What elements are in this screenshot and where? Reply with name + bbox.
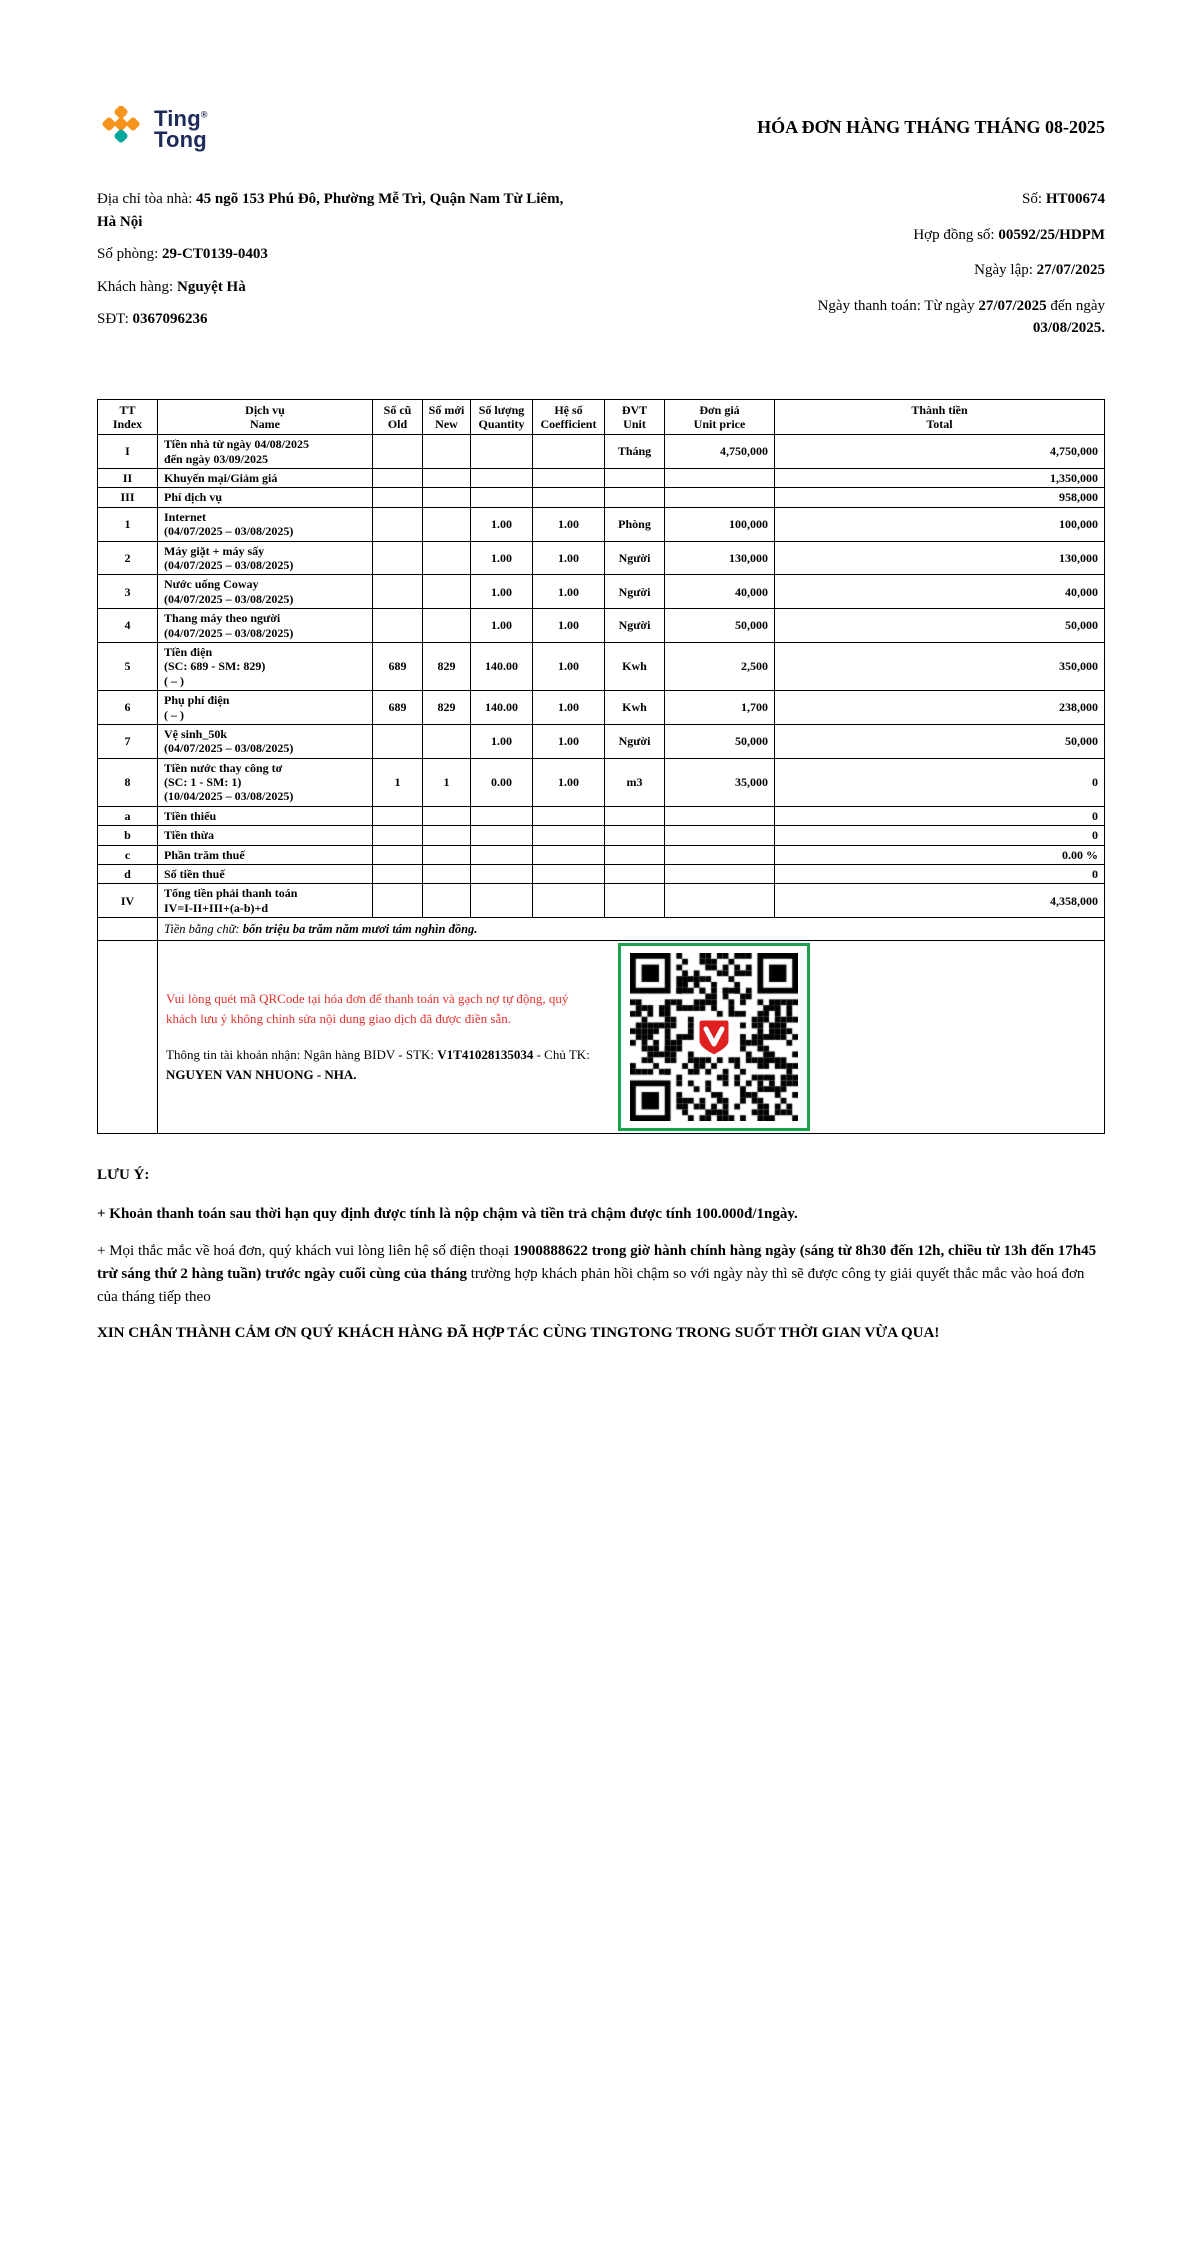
cell-unit: Kwh [605, 642, 665, 690]
phone-number-line: SĐT: 0367096236 [97, 311, 208, 327]
cell-service-name: Tiền nhà từ ngày 04/08/2025 đến ngày 03/09/2025 [158, 435, 373, 469]
cell-old-reading [373, 806, 423, 825]
tingtong-logo-icon [97, 106, 145, 154]
qr-row [98, 941, 1105, 1134]
cell-unit: Người [605, 541, 665, 575]
footer-notes [97, 1164, 1105, 1346]
cell-index: 7 [98, 724, 158, 758]
issue-date-line: Ngày lập: 27/07/2025 [974, 262, 1105, 278]
cell-service-name: Thang máy theo người (04/07/2025 – 03/08/2025) [158, 609, 373, 643]
cell-total: 130,000 [775, 541, 1105, 575]
cell-unit: Người [605, 575, 665, 609]
room-number-line: Số phòng: 29-CT0139-0403 [97, 246, 268, 262]
logo-word-tong: Tong [154, 127, 207, 152]
cell-quantity [471, 469, 533, 488]
cell-unit-price: 1,700 [665, 691, 775, 725]
col-header-index: TT Index [98, 399, 158, 435]
cell-service-name: Nước uống Coway (04/07/2025 – 03/08/2025) [158, 575, 373, 609]
col-header-coefficient: Hệ số Coefficient [533, 399, 605, 435]
cell-unit: m3 [605, 758, 665, 806]
cell-new-reading [423, 575, 471, 609]
info-section [97, 188, 1105, 353]
cell-old-reading [373, 507, 423, 541]
customer-name-line: Khách hàng: Nguyệt Hà [97, 278, 246, 295]
invoice-table-tail [98, 918, 1105, 1134]
cell-service-name: Tiền thiếu [158, 806, 373, 825]
cell-unit: Kwh [605, 691, 665, 725]
invoice-row [98, 724, 1105, 758]
cell-new-reading [423, 541, 471, 575]
cell-old-reading [373, 609, 423, 643]
cell-coefficient: 1.00 [533, 541, 605, 575]
cell-coefficient: 1.00 [533, 758, 605, 806]
cell-service-name: Phụ phí điện ( – ) [158, 691, 373, 725]
cell-index: I [98, 435, 158, 469]
cell-service-name: Tiền nước thay công tơ (SC: 1 - SM: 1) (10/04/2025 – 03/08/2025) [158, 758, 373, 806]
invoice-row [98, 609, 1105, 643]
cell-total: 0.00 % [775, 845, 1105, 864]
cell-quantity [471, 884, 533, 918]
cell-unit-price [665, 826, 775, 845]
tingtong-logo [97, 106, 208, 154]
cell-index: 4 [98, 609, 158, 643]
tingtong-logo-text [154, 106, 208, 152]
invoice-row [98, 884, 1105, 918]
col-header-unit: ĐVT Unit [605, 399, 665, 435]
cell-unit: Phòng [605, 507, 665, 541]
amount-in-words: Tiền bằng chữ: bốn triệu ba trăm năm mươi tám nghìn đồng. [158, 918, 1105, 941]
cell-unit-price: 50,000 [665, 609, 775, 643]
invoice-table-body [98, 435, 1105, 918]
cell-new-reading [423, 865, 471, 884]
cell-coefficient: 1.00 [533, 609, 605, 643]
cell-total: 0 [775, 826, 1105, 845]
cell-quantity [471, 435, 533, 469]
col-header-unit-price: Đơn giá Unit price [665, 399, 775, 435]
invoice-row [98, 469, 1105, 488]
cell-total: 958,000 [775, 488, 1105, 507]
cell-coefficient [533, 488, 605, 507]
note-thanks: XIN CHÂN THÀNH CẢM ƠN QUÝ KHÁCH HÀNG ĐÃ HỢP TÁC CÙNG TINGTONG TRONG SUỐT THỜI GIAN VỪA QUA! [97, 1325, 940, 1342]
payment-period-line: Ngày thanh toán: Từ ngày 27/07/2025 đến ngày 03/08/2025. [817, 297, 1105, 336]
cell-quantity: 1.00 [471, 507, 533, 541]
invoice-row [98, 845, 1105, 864]
col-header-old: Số cũ Old [373, 399, 423, 435]
qr-section [158, 941, 1104, 1133]
cell-quantity: 140.00 [471, 642, 533, 690]
registered-mark: ® [200, 109, 208, 120]
cell-quantity [471, 488, 533, 507]
col-header-service: Dịch vụ Name [158, 399, 373, 435]
cell-index: III [98, 488, 158, 507]
cell-index: d [98, 865, 158, 884]
cell-unit [605, 806, 665, 825]
cell-old-reading [373, 469, 423, 488]
invoice-row [98, 541, 1105, 575]
col-header-new: Số mới New [423, 399, 471, 435]
cell-unit-price [665, 806, 775, 825]
table-header-row [98, 399, 1105, 435]
empty-cell [98, 918, 158, 941]
cell-coefficient: 1.00 [533, 575, 605, 609]
cell-quantity: 0.00 [471, 758, 533, 806]
cell-coefficient [533, 435, 605, 469]
cell-new-reading: 829 [423, 691, 471, 725]
qr-payment-notice: Vui lòng quét mã QRCode tại hóa đơn để thanh toán và gạch nợ tự động, quý khách lưu ý không chỉnh sửa nội dung giao dịch đã được điền sẵn. [166, 990, 569, 1027]
cell-unit: Người [605, 724, 665, 758]
cell-unit [605, 884, 665, 918]
logo-word-ting: Ting [154, 106, 201, 132]
cell-service-name: Internet (04/07/2025 – 03/08/2025) [158, 507, 373, 541]
cell-new-reading [423, 488, 471, 507]
empty-cell [98, 941, 158, 1134]
invoice-header [97, 106, 1105, 154]
cell-coefficient [533, 845, 605, 864]
cell-new-reading [423, 806, 471, 825]
cell-new-reading [423, 724, 471, 758]
cell-index: 8 [98, 758, 158, 806]
cell-service-name: Tổng tiền phải thanh toán IV=I-II+III+(a-b)+d [158, 884, 373, 918]
cell-unit-price [665, 469, 775, 488]
cell-unit: Người [605, 609, 665, 643]
col-header-total: Thành tiền Total [775, 399, 1105, 435]
cell-old-reading [373, 435, 423, 469]
cell-coefficient [533, 865, 605, 884]
cell-coefficient [533, 826, 605, 845]
cell-service-name: Phí dịch vụ [158, 488, 373, 507]
cell-unit [605, 488, 665, 507]
cell-old-reading [373, 845, 423, 864]
cell-total: 0 [775, 758, 1105, 806]
cell-quantity: 140.00 [471, 691, 533, 725]
cell-new-reading [423, 507, 471, 541]
cell-new-reading: 1 [423, 758, 471, 806]
cell-old-reading [373, 884, 423, 918]
cell-unit-price: 2,500 [665, 642, 775, 690]
cell-service-name: Số tiền thuế [158, 865, 373, 884]
invoice-number-line: Số: HT00674 [1022, 191, 1105, 207]
cell-unit: Tháng [605, 435, 665, 469]
cell-index: a [98, 806, 158, 825]
cell-total: 4,750,000 [775, 435, 1105, 469]
cell-coefficient [533, 469, 605, 488]
cell-new-reading [423, 884, 471, 918]
cell-service-name: Máy giặt + máy sấy (04/07/2025 – 03/08/2025) [158, 541, 373, 575]
cell-total: 238,000 [775, 691, 1105, 725]
cell-unit-price [665, 884, 775, 918]
notes-heading: LƯU Ý: [97, 1167, 150, 1184]
invoice-table-head [98, 399, 1105, 435]
cell-coefficient [533, 806, 605, 825]
cell-quantity [471, 865, 533, 884]
note-hotline: + Mọi thắc mắc về hoá đơn, quý khách vui lòng liên hệ số điện thoại 1900888622 trong giờ hành chính hàng ngày (sáng từ 8h30 đến 12h, chiều từ 13h đến 17h45 trừ sáng thứ 2 hàng tuần) trước ngày cuối cùng của tháng trường hợp khách phản hồi chậm so với ngày này thì sẽ được công ty giải quyết thắc mắc vào hoá đơn của tháng tiếp theo [97, 1242, 1097, 1306]
qr-center-logo [692, 1015, 736, 1059]
cell-new-reading [423, 435, 471, 469]
cell-unit-price: 40,000 [665, 575, 775, 609]
invoice-row [98, 575, 1105, 609]
cell-new-reading [423, 469, 471, 488]
note-late-fee: + Khoản thanh toán sau thời hạn quy định được tính là nộp chậm và tiền trả chậm được tính 100.000đ/1ngày. [97, 1206, 798, 1223]
cell-unit-price [665, 488, 775, 507]
cell-quantity [471, 826, 533, 845]
bank-account-info: Thông tin tài khoản nhận: Ngân hàng BIDV - STK: V1T41028135034 - Chủ TK: NGUYEN VAN NHUONG - NHA. [166, 1047, 590, 1083]
invoice-row [98, 435, 1105, 469]
cell-coefficient: 1.00 [533, 691, 605, 725]
cell-unit-price: 35,000 [665, 758, 775, 806]
invoice-table [97, 399, 1105, 1135]
cell-index: b [98, 826, 158, 845]
invoice-row [98, 488, 1105, 507]
invoice-title: HÓA ĐƠN HÀNG THÁNG THÁNG 08-2025 [757, 117, 1105, 137]
invoice-row [98, 691, 1105, 725]
cell-old-reading [373, 488, 423, 507]
cell-old-reading: 689 [373, 642, 423, 690]
cell-index: IV [98, 884, 158, 918]
cell-unit-price: 130,000 [665, 541, 775, 575]
cell-index: II [98, 469, 158, 488]
cell-quantity: 1.00 [471, 724, 533, 758]
cell-old-reading [373, 724, 423, 758]
cell-coefficient: 1.00 [533, 724, 605, 758]
invoice-row [98, 642, 1105, 690]
cell-quantity: 1.00 [471, 575, 533, 609]
invoice-row [98, 758, 1105, 806]
cell-coefficient: 1.00 [533, 642, 605, 690]
cell-total: 40,000 [775, 575, 1105, 609]
cell-unit [605, 845, 665, 864]
cell-unit [605, 826, 665, 845]
cell-unit-price: 50,000 [665, 724, 775, 758]
cell-unit-price: 100,000 [665, 507, 775, 541]
cell-old-reading: 689 [373, 691, 423, 725]
cell-index: c [98, 845, 158, 864]
cell-total: 50,000 [775, 724, 1105, 758]
payment-instructions [158, 981, 606, 1094]
cell-unit-price: 4,750,000 [665, 435, 775, 469]
cell-old-reading [373, 826, 423, 845]
invoice-row [98, 865, 1105, 884]
cell-total: 350,000 [775, 642, 1105, 690]
cell-quantity [471, 806, 533, 825]
cell-new-reading [423, 826, 471, 845]
cell-total: 50,000 [775, 609, 1105, 643]
cell-unit-price [665, 845, 775, 864]
cell-old-reading: 1 [373, 758, 423, 806]
cell-quantity [471, 845, 533, 864]
cell-unit-price [665, 865, 775, 884]
cell-unit [605, 865, 665, 884]
cell-index: 1 [98, 507, 158, 541]
cell-service-name: Khuyến mại/Giảm giá [158, 469, 373, 488]
cell-coefficient [533, 884, 605, 918]
qr-section-cell [158, 941, 1105, 1134]
cell-coefficient: 1.00 [533, 507, 605, 541]
cell-total: 0 [775, 865, 1105, 884]
cell-new-reading: 829 [423, 642, 471, 690]
cell-service-name: Vệ sinh_50k (04/07/2025 – 03/08/2025) [158, 724, 373, 758]
cell-index: 2 [98, 541, 158, 575]
building-address-line: Địa chỉ tòa nhà: 45 ngõ 153 Phú Đô, Phường Mễ Trì, Quận Nam Từ Liêm, Hà Nội [97, 191, 564, 230]
amount-in-words-row [98, 918, 1105, 941]
cell-old-reading [373, 575, 423, 609]
cell-service-name: Tiền điện (SC: 689 - SM: 829) ( – ) [158, 642, 373, 690]
cell-service-name: Tiền thừa [158, 826, 373, 845]
cell-total: 100,000 [775, 507, 1105, 541]
cell-old-reading [373, 865, 423, 884]
customer-info [97, 188, 582, 353]
invoice-row [98, 806, 1105, 825]
cell-quantity: 1.00 [471, 541, 533, 575]
invoice-row [98, 507, 1105, 541]
cell-index: 6 [98, 691, 158, 725]
invoice-row [98, 826, 1105, 845]
contract-number-line: Hợp đồng số: 00592/25/HDPM [913, 226, 1105, 243]
cell-unit [605, 469, 665, 488]
cell-old-reading [373, 541, 423, 575]
cell-total: 0 [775, 806, 1105, 825]
cell-total: 4,358,000 [775, 884, 1105, 918]
cell-index: 3 [98, 575, 158, 609]
invoice-meta [755, 188, 1105, 353]
col-header-quantity: Số lượng Quantity [471, 399, 533, 435]
cell-quantity: 1.00 [471, 609, 533, 643]
cell-new-reading [423, 609, 471, 643]
cell-index: 5 [98, 642, 158, 690]
qr-code [618, 943, 810, 1131]
cell-service-name: Phần trăm thuế [158, 845, 373, 864]
cell-new-reading [423, 845, 471, 864]
cell-total: 1,350,000 [775, 469, 1105, 488]
